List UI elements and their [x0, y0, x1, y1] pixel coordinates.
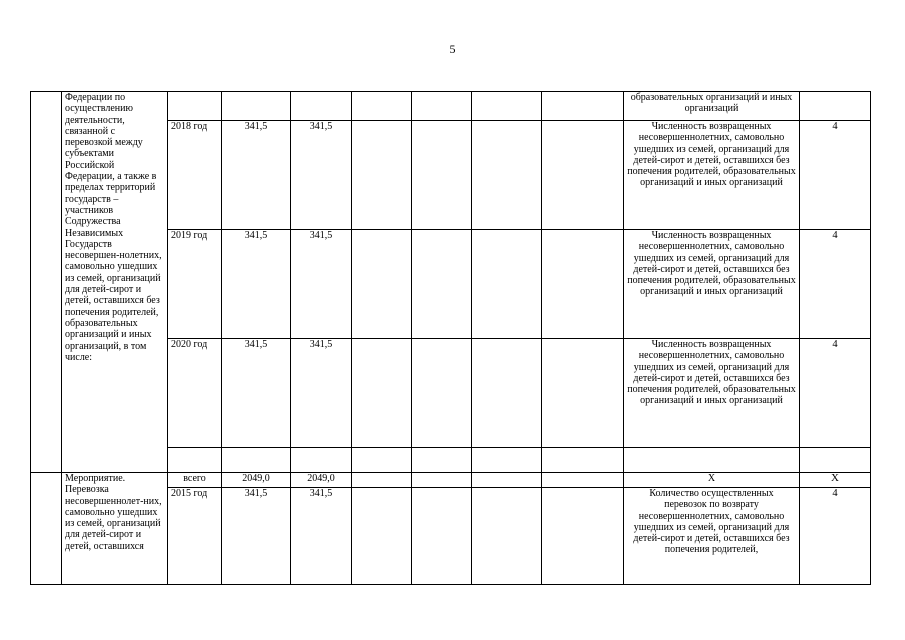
indicator-cell: Количество осуществленных перевозок по возврату несовершеннолетних, самовольно ушедших из семей, организаций для детей-сирот и детей, оставшихся без попечения родителей, — [624, 488, 800, 585]
amount-cell: 341,5 — [222, 230, 291, 339]
indicator-value-cell: 4 — [800, 488, 871, 585]
year-cell: всего — [168, 473, 222, 488]
indicator-value-cell: 4 — [800, 339, 871, 448]
amount-cell: 341,5 — [291, 488, 352, 585]
indicator-cell: Численность возвращенных несовершеннолетних, самовольно ушедших из семей, организаций для детей-сирот и детей, оставшихся без попечения родителей, образовательных организаций и иных организаций — [624, 121, 800, 230]
amount-cell: 341,5 — [222, 339, 291, 448]
amount-cell: 341,5 — [222, 121, 291, 230]
number-cell — [31, 92, 62, 473]
table-row — [31, 473, 871, 488]
amount-cell: 341,5 — [291, 121, 352, 230]
table-row — [31, 92, 871, 121]
year-cell: 2015 год — [168, 488, 222, 585]
indicator-value-cell: 4 — [800, 121, 871, 230]
indicator-cell: Х — [624, 473, 800, 488]
amount-cell: 2049,0 — [222, 473, 291, 488]
year-cell: 2020 год — [168, 339, 222, 448]
amount-cell: 341,5 — [291, 339, 352, 448]
indicator-cell: Численность возвращенных несовершеннолетних, самовольно ушедших из семей, организаций для детей-сирот и детей, оставшихся без попечения родителей, образовательных организаций и иных организаций — [624, 339, 800, 448]
indicator-value-cell: 4 — [800, 230, 871, 339]
program-table — [30, 91, 871, 585]
year-cell: 2018 год — [168, 121, 222, 230]
indicator-cell: Численность возвращенных несовершеннолетних, самовольно ушедших из семей, организаций для детей-сирот и детей, оставшихся без попечения родителей, образовательных организаций и иных организаций — [624, 230, 800, 339]
amount-cell: 341,5 — [222, 488, 291, 585]
number-cell — [31, 473, 62, 585]
indicator-cell: образовательных организаций и иных организаций — [624, 92, 800, 121]
page-number: 5 — [449, 42, 456, 56]
activity-name-cell: Федерации по осуществлению деятельности, связанной с перевозкой между субъектами Российской Федерации, а также в пределах территорий государств – участников Содружества Независимых Государств несовершен-нолетних, самовольно ушедших из семей, организаций для детей-сирот и детей, оставшихся без попечения родителей, образовательных организаций и иных организаций, в том числе: — [62, 92, 168, 473]
amount-cell: 341,5 — [291, 230, 352, 339]
amount-cell: 2049,0 — [291, 473, 352, 488]
activity-name-cell: Мероприятие. Перевозка несовершеннолет-них, самовольно ушедших из семей, организаций для детей-сирот и детей, оставшихся — [62, 473, 168, 585]
year-cell: 2019 год — [168, 230, 222, 339]
indicator-value-cell: Х — [800, 473, 871, 488]
